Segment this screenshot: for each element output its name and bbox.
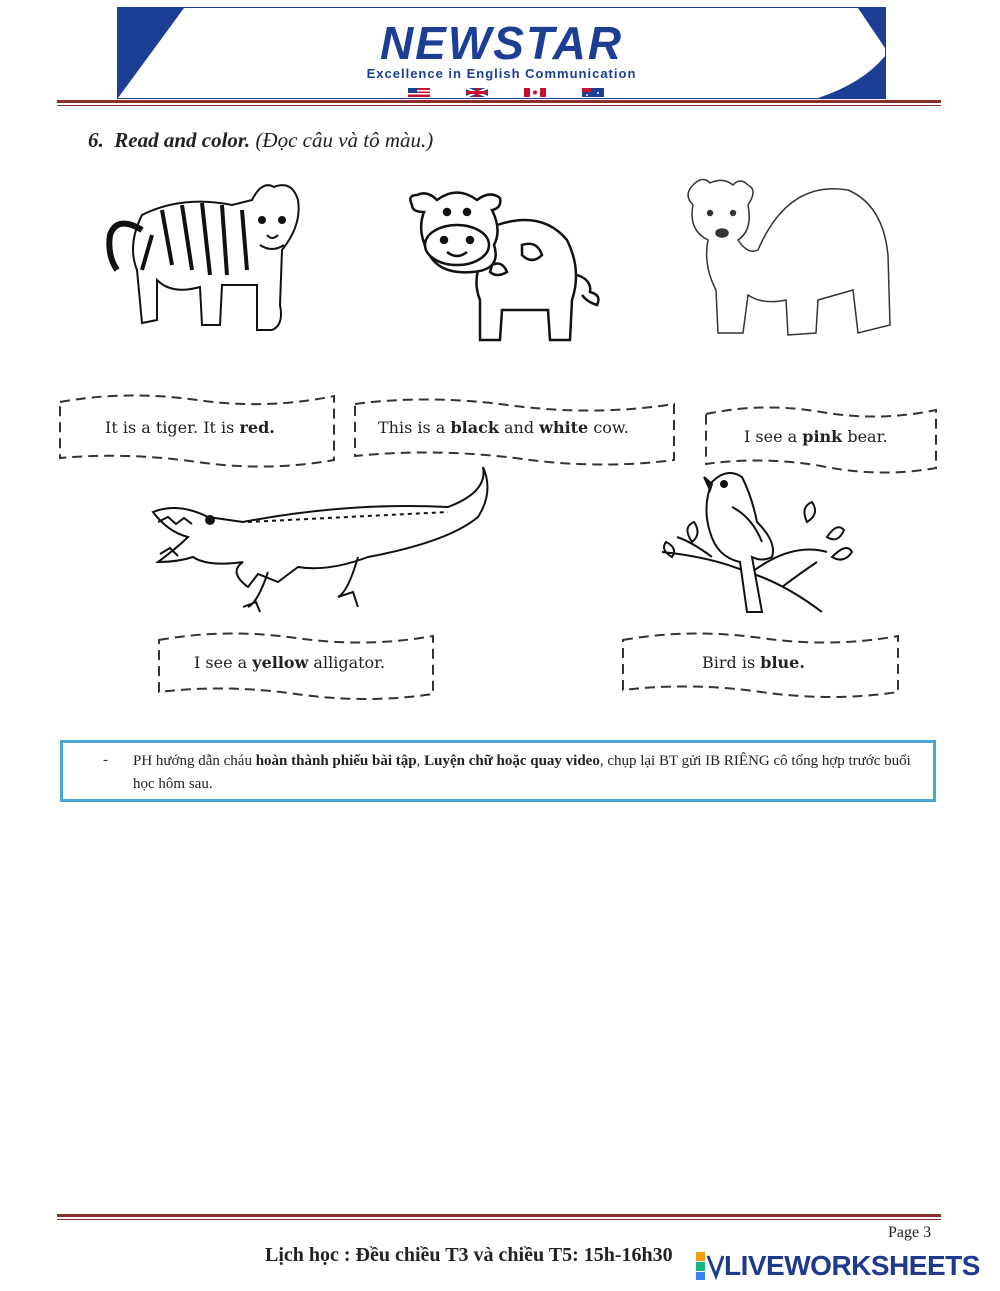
alligator-drawing (148, 462, 494, 620)
cow-drawing (402, 180, 604, 345)
bird-drawing (652, 462, 854, 622)
tiger-drawing (102, 175, 302, 340)
exercise-number: 6. (88, 128, 104, 152)
exercise-title (88, 128, 433, 153)
logo-tagline: Excellence in English Communication (366, 66, 637, 81)
canada-flag-icon (524, 88, 546, 97)
exercise-translation: (Đọc câu và tô màu.) (255, 128, 434, 152)
card-3-caption: I see a pink bear. (744, 427, 888, 446)
liveworksheets-logo-icon (696, 1252, 724, 1280)
newstar-logo: NEWSTAR (379, 17, 624, 69)
class-schedule: Lịch học : Đều chiều T3 và chiều T5: 15h-16h30 (265, 1244, 673, 1266)
footer-rule-thin (57, 1219, 941, 1220)
footer-rule (57, 1214, 941, 1217)
header-rule-thin (57, 105, 941, 106)
page-number: Page 3 (888, 1224, 932, 1241)
card-1-caption: It is a tiger. It is red. (105, 418, 275, 437)
card-5-caption: Bird is blue. (702, 653, 805, 672)
note-bullet: - (103, 752, 108, 768)
header-rule (57, 100, 941, 103)
exercise-instruction: Read and color. (114, 128, 251, 152)
header-banner (117, 7, 886, 99)
australia-flag-icon (582, 88, 604, 97)
bear-drawing (678, 175, 893, 340)
parent-note-text: PH hướng dẫn cháu hoàn thành phiếu bài tập, Luyện chữ hoặc quay video, chụp lại BT gửi IB RIÊNG cô tổng hợp trước buổi học hôm sau. (133, 753, 911, 792)
card-2-caption: This is a black and white cow. (378, 418, 629, 437)
us-flag-icon (408, 88, 430, 97)
flag-row (408, 88, 604, 97)
card-4-caption: I see a yellow alligator. (194, 653, 386, 672)
liveworksheets-watermark (696, 1250, 980, 1282)
uk-flag-icon (466, 88, 488, 97)
liveworksheets-text: LIVEWORKSHEETS (724, 1250, 980, 1281)
